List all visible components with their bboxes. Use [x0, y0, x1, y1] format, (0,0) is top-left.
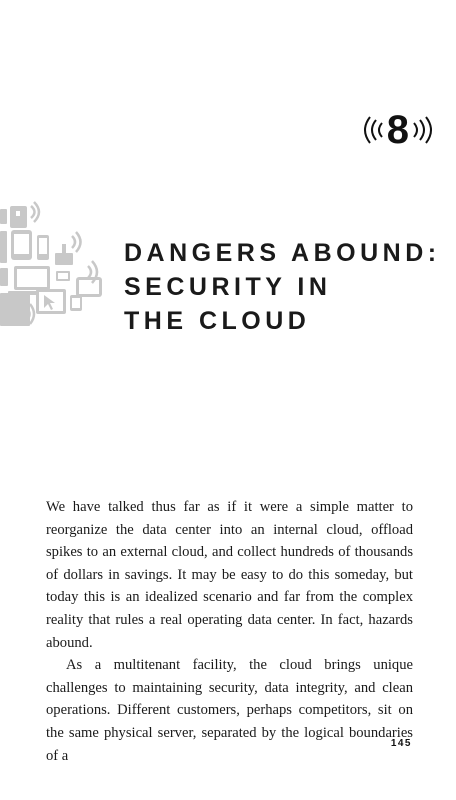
chapter-number: 8	[386, 108, 409, 152]
paragraph: We have talked thus far as if it were a simple matter to reorganize the data center into an internal cloud, offload spikes to an external cloud, and collect hundreds of thousands of dollars in savings. It may be easy to do this someday, but today this is an idealized scenario and far from the complex reality that rules a real operating data center. In fact, hazards abound.	[46, 499, 413, 651]
connected-devices-icon	[0, 200, 112, 335]
body-text	[46, 496, 413, 767]
page-number: 145	[390, 738, 412, 749]
title-line: THE CLOUD	[124, 307, 311, 335]
signal-waves-right-icon	[412, 115, 434, 145]
chapter-title	[124, 236, 441, 338]
title-line: DANGERS ABOUND:	[124, 239, 441, 267]
signal-waves-left-icon	[362, 115, 384, 145]
paragraph: As a multitenant facility, the cloud brings unique challenges to maintaining security, data integrity, and clean operations. Different customers, perhaps competitors, sit on the same physical server, separated by the logical boundaries of a	[46, 657, 413, 764]
chapter-badge	[362, 110, 434, 150]
title-line: SECURITY IN	[124, 273, 332, 301]
